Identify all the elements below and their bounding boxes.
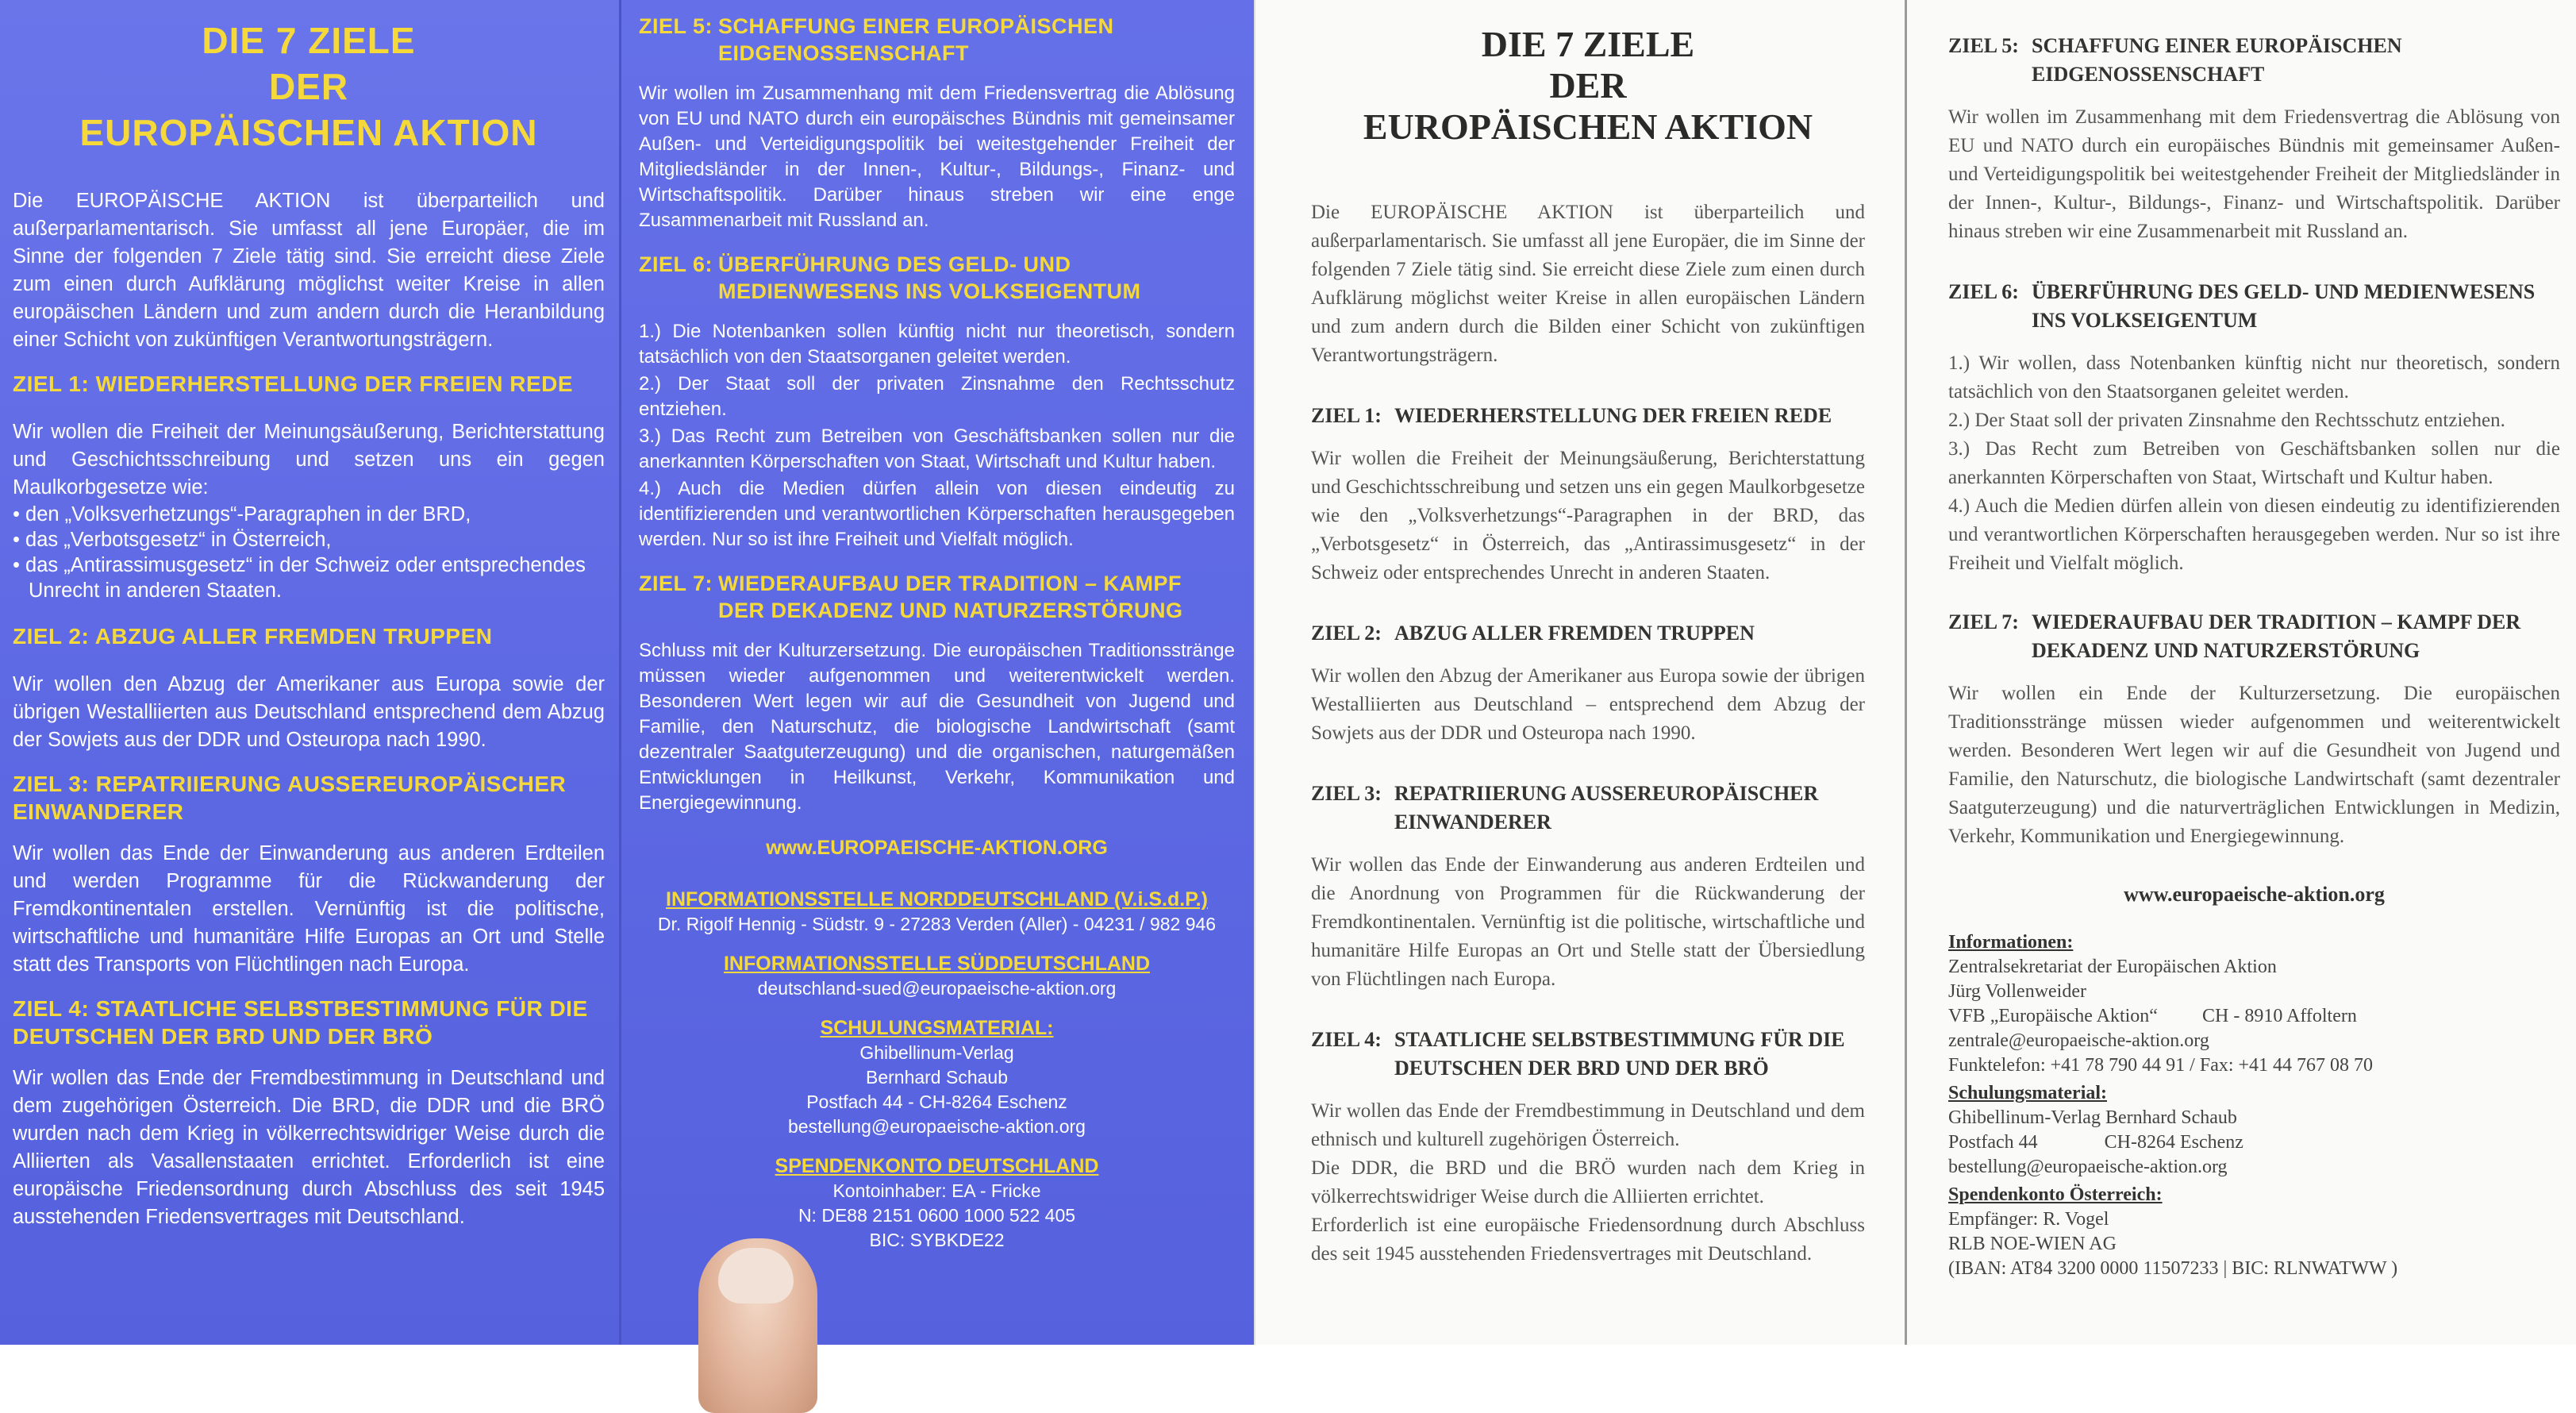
document-title-line: EUROPÄISCHEN AKTION <box>1363 106 1813 147</box>
doc-info-line: VFB „Europäische Aktion“ CH - 8910 Affoltern <box>1948 1006 2357 1026</box>
doc-ziel4-line: Erforderlich ist eine europäische Friedensordnung durch Abschluss des seit 1945 ausstehenden Friedensvertrages mit Deutschland. <box>1311 1215 1865 1265</box>
doc-ziel3-heading: ZIEL 3: REPATRIIERUNG AUSSEREUROPÄISCHER EINWANDERER <box>1311 782 1819 834</box>
list-item: 3.) Das Recht zum Betreiben von Geschäftsbanken sollen nur die anerkannten Körperschaften von Staat, Wirtschaft und Kultur haben. <box>639 425 1235 472</box>
doc-ziel7-text: Wir wollen ein Ende der Kulturzersetzung. Die europäischen Traditionsstränge müssen wieder aufgenommen und weiterentwickelt werden. Besonderen Wert legen wir auf die Gesundheit von Jugend und Familie, den Naturschutz, die biologische Landwirtschaft (samt dezentraler Saatguterzeugung) und die naturverträglichen Entwicklungen in Medizin, Verkehr, Kommunikation und Energiegewinnung. <box>1948 683 2560 847</box>
flyer-website-link[interactable]: www.EUROPAEISCHE-AKTION.ORG <box>766 837 1108 859</box>
flyer-intro: Die EUROPÄISCHE AKTION ist überparteilich und außerparlamentarisch. Sie umfasst all jene Europäer, die im Sinne der folgenden 7 Ziele tätig sind. Sie erreicht diese Ziele zum einen durch Aufklärung möglichst weiter Kreise in allen europäischen Ländern und zum andern durch die Heranbildung einer Schicht von zukünftigen Verantwortungsträgern. <box>13 190 605 351</box>
flyer-ziel5-heading: ZIEL 5: SCHAFFUNG EINER EUROPÄISCHEN EIDGENOSSENSCHAFT <box>639 14 1114 65</box>
doc-ziel4-line: Wir wollen das Ende der Fremdbestimmung in Deutschland und dem ethnisch und kulturell zugehörigen Österreich. <box>1311 1100 1865 1150</box>
list-item: • das „Antirassimusgesetz“ in der Schweiz oder entsprechendes Unrecht in anderen Staaten. <box>13 554 586 602</box>
doc-ziel4-heading: ZIEL 4: STAATLICHE SELBSTBESTIMMUNG FÜR DIE DEUTSCHEN DER BRD UND DER BRÖ <box>1311 1028 1845 1080</box>
doc-ziel3-text: Wir wollen das Ende der Einwanderung aus anderen Erdteilen und die Anordnung von Programmen für die Rückwanderung der Fremdkontinentalen. Vernünftig ist die politische, wirtschaftliche und humanitäre Hilfe Europas an Ort und Stelle statt der Übersiedlung von Flüchtlingen nach Europa. <box>1311 854 1865 990</box>
flyer-title-line: EUROPÄISCHEN AKTION <box>79 112 538 153</box>
flyer-ziel4-heading: ZIEL 4: STAATLICHE SELBSTBESTIMMUNG FÜR DIE DEUTSCHEN DER BRD UND DER BRÖ <box>13 996 588 1049</box>
flyer-ziel7-heading: ZIEL 7: WIEDERAUFBAU DER TRADITION – KAMPF DER DEKADENZ UND NATURZERSTÖRUNG <box>639 572 1183 622</box>
list-item: 3.) Das Recht zum Betreiben von Geschäftsbanken sollen nur die anerkannten Körperschaften von Staat, Wirtschaft und Kultur haben. <box>1948 438 2560 488</box>
flyer-spenden-line: BIC: SYBKDE22 <box>869 1230 1005 1250</box>
list-item: 2.) Der Staat soll der privaten Zinsnahme den Rechtsschutz entziehen. <box>1948 410 2505 431</box>
list-item: 4.) Auch die Medien dürfen allein von diesen eindeutig zu identifizierenden und verantwortlichen Körperschaften herausgegeben werden. Nur so ist ihre Freiheit und Vielfalt möglich. <box>639 478 1235 550</box>
list-item: • den „Volksverhetzungs“-Paragraphen in der BRD, <box>13 503 471 526</box>
doc-info-phone: Funktelefon: +41 78 790 44 91 / Fax: +41 44 767 08 70 <box>1948 1055 2374 1076</box>
doc-spenden-heading: Spendenkonto Österreich: <box>1948 1184 2163 1205</box>
flyer-schulung-line: Postfach 44 - CH-8264 Eschenz <box>806 1092 1067 1112</box>
flyer-ziel3-text: Wir wollen das Ende der Einwanderung aus anderen Erdteilen und werden Programme für die Rückwanderung der Fremdkontinentalen erstellen. Vernünftig ist die politische, wirtschaftliche und humanitäre Hilfe Europas an Ort und Stelle statt des Transports von Flüchtlingen nach Europa. <box>13 842 605 976</box>
doc-schulung-heading: Schulungsmaterial: <box>1948 1083 2108 1103</box>
doc-ziel2-text: Wir wollen den Abzug der Amerikaner aus Europa sowie der übrigen Westalliierten aus Deutschland – entsprechend dem Abzug der Sowjets aus der DDR und Osteuropa nach 1990. <box>1311 665 1865 744</box>
doc-ziel7-heading: ZIEL 7: WIEDERAUFBAU DER TRADITION – KAMPF DER DEKADENZ UND NATURZERSTÖRUNG <box>1948 610 2521 662</box>
flyer-right-panel <box>619 0 1254 1345</box>
doc-ziel6-list <box>1948 349 2560 578</box>
doc-ziel2-heading: ZIEL 2: ABZUG ALLER FREMDEN TRUPPEN <box>1311 622 1755 645</box>
doc-spenden-line: RLB NOE-WIEN AG <box>1948 1234 2117 1254</box>
doc-schulung-line: Ghibellinum-Verlag Bernhard Schaub <box>1948 1107 2237 1128</box>
flyer-info-sued-heading: INFORMATIONSSTELLE SÜDDEUTSCHLAND <box>723 953 1151 975</box>
flyer-ziel6-heading: ZIEL 6: ÜBERFÜHRUNG DES GELD- UND MEDIENWESENS INS VOLKSEIGENTUM <box>639 252 1141 303</box>
doc-info-line: Jürg Vollenweider <box>1948 981 2086 1002</box>
list-item: 1.) Wir wollen, dass Notenbanken künftig nicht nur theoretisch, sondern tatsächlich von den Staatsorganen geleitet werden. <box>1948 352 2560 402</box>
doc-ziel6-heading: ZIEL 6: ÜBERFÜHRUNG DES GELD- UND MEDIENWESENS INS VOLKSEIGENTUM <box>1948 280 2536 332</box>
flyer-info-sued-email[interactable]: deutschland-sued@europaeische-aktion.org <box>757 978 1117 999</box>
flyer-ziel4-text: Wir wollen das Ende der Fremdbestimmung in Deutschland und dem zugehörigen Österreich. Die BRD, die DDR und die BRÖ wurden nach dem Krieg in völkerrechtswidriger Weise durch die Alliierten als Vasallenstaaten errichtet. Erforderlich ist eine europäische Friedensordnung durch Abschluss des seit 1945 ausstehenden Friedensvertrages mit Deutschland. <box>13 1067 605 1228</box>
document-left-column <box>1254 0 1905 1345</box>
doc-info-email[interactable]: zentrale@europaeische-aktion.org <box>1948 1030 2209 1051</box>
flyer-info-nord: Dr. Rigolf Hennig - Südstr. 9 - 27283 Verden (Aller) - 04231 / 982 946 <box>657 914 1217 934</box>
flyer-schulung-line: Bernhard Schaub <box>865 1067 1008 1088</box>
flyer-spenden-line: Kontoinhaber: EA - Fricke <box>832 1180 1041 1201</box>
flyer-ziel7-text: Schluss mit der Kulturzersetzung. Die europäischen Traditionsstränge müssen wieder aufgenommen und weiterentwickelt werden. Besonderen Wert legen wir auf die Gesundheit von Jugend und Familie, den Naturschutz, die biologische Landwirtschaft (samt dezentraler Saatguterzeugung) und die organischen, naturgemäßen Entwicklungen in Heilkunst, Verkehr, Kommunikation und Energiegewinnung. <box>639 640 1235 814</box>
flyer-ziel1-text: Wir wollen die Freiheit der Meinungsäußerung, Berichterstattung und Geschichtsschreibung und setzen uns ein gegen Maulkorbgesetze wie: <box>13 421 605 499</box>
document-title-line: DIE 7 ZIELE <box>1481 24 1695 64</box>
doc-spenden-line: Empfänger: R. Vogel <box>1948 1209 2109 1230</box>
list-item: • das „Verbotsgesetz“ in Österreich, <box>13 529 332 551</box>
doc-info-heading: Informationen: <box>1948 932 2074 953</box>
document-title-line: DER <box>1549 65 1627 106</box>
doc-website-link[interactable]: www.europaeische-aktion.org <box>2124 883 2385 906</box>
flyer-spenden-line: N: DE88 2151 0600 1000 522 405 <box>798 1205 1076 1226</box>
flyer-left-panel <box>0 0 619 1345</box>
thumbnail-image <box>718 1248 794 1303</box>
flyer-ziel6-list <box>639 319 1235 552</box>
list-item: 2.) Der Staat soll der privaten Zinsnahme den Rechtsschutz entziehen. <box>639 373 1235 420</box>
document-intro: Die EUROPÄISCHE AKTION ist überparteilich und außerparlamentarisch. Sie umfasst all jene Europäer, die im Sinne der folgenden 7 Ziele tätig sind. Sie erreicht diese Ziele zum einen durch Aufklärung möglichst weiter Kreise in allen europäischen Ländern und zum andern durch die Bilden einer Schicht von zukünftigen Verantwortungsträgern. <box>1311 202 1865 366</box>
document-right-column <box>1905 0 2576 1345</box>
flyer-ziel3-heading: ZIEL 3: REPATRIIERUNG AUSSEREUROPÄISCHER EINWANDERER <box>13 772 567 824</box>
flyer-ziel1-list <box>13 502 605 603</box>
doc-schulung-email[interactable]: bestellung@europaeische-aktion.org <box>1948 1157 2228 1177</box>
flyer-ziel1-heading: ZIEL 1: WIEDERHERSTELLUNG DER FREIEN REDE <box>13 372 574 396</box>
document-title <box>1311 24 1865 148</box>
doc-schulung-line: Postfach 44 CH-8264 Eschenz <box>1948 1132 2243 1153</box>
list-item: 1.) Die Notenbanken sollen künftig nicht nur theoretisch, sondern tatsächlich von den Staatsorganen geleitet werden. <box>639 321 1235 368</box>
flyer-schulung-heading: SCHULUNGSMATERIAL: <box>820 1017 1054 1039</box>
doc-info-line: Zentralsekretariat der Europäischen Aktion <box>1948 957 2277 977</box>
doc-ziel5-text: Wir wollen im Zusammenhang mit dem Friedensvertrag die Ablösung von EU und NATO durch ein europäisches Bündnis mit gemeinsamer Außen- und Verteidigungspolitik bei weitestgehender Freiheit der Mitgliedsländer in der Innen-, Kultur-, Bildungs-, Finanz- und Wirtschaftspolitik. Darüber hinaus streben wir eine Zusammenarbeit mit Russland an. <box>1948 106 2560 242</box>
flyer-ziel2-heading: ZIEL 2: ABZUG ALLER FREMDEN TRUPPEN <box>13 624 493 649</box>
doc-ziel4-line: Die DDR, die BRD und die BRÖ wurden nach dem Krieg in völkerrechtswidriger Weise durch die Alliierten errichtet. <box>1311 1157 1865 1207</box>
flyer-ziel2-text: Wir wollen den Abzug der Amerikaner aus Europa sowie der übrigen Westalliierten aus Deutschland entsprechend dem Abzug der Sowjets aus der DDR und Osteuropa nach 1990. <box>13 673 605 751</box>
flyer-info-nord-heading: INFORMATIONSSTELLE NORDDEUTSCHLAND (V.i.S.d.P.) <box>666 888 1208 911</box>
flyer-title-line: DIE 7 ZIELE <box>202 20 416 61</box>
flyer-spenden-heading: SPENDENKONTO DEUTSCHLAND <box>775 1155 1099 1177</box>
list-item: 4.) Auch die Medien dürfen allein von diesen eindeutig zu identifizierenden und verantwortlichen Körperschaften herausgegeben werden. Nur so ist ihre Freiheit und Vielfalt möglich. <box>1948 495 2560 574</box>
flyer-title <box>13 17 605 156</box>
doc-ziel1-text: Wir wollen die Freiheit der Meinungsäußerung, Berichterstattung und Geschichtsschreibung und setzen uns ein gegen Maulkorbgesetze wie den „Volksverhetzungs“-Paragraphen in der BRD, das „Verbotsgesetz“ in Österreich, das „Antirassimusgesetz“ in der Schweiz oder entsprechendes Unrecht in anderen Staaten. <box>1311 448 1865 583</box>
flyer-title-line: DER <box>268 66 349 107</box>
doc-spenden-line: (IBAN: AT84 3200 0000 11507233 | BIC: RLNWATWW ) <box>1948 1258 2398 1279</box>
doc-ziel5-heading: ZIEL 5: SCHAFFUNG EINER EUROPÄISCHEN EIDGENOSSENSCHAFT <box>1948 34 2402 86</box>
doc-ziel1-heading: ZIEL 1: WIEDERHERSTELLUNG DER FREIEN REDE <box>1311 404 1832 427</box>
flyer-schulung-email[interactable]: bestellung@europaeische-aktion.org <box>788 1116 1086 1137</box>
flyer-ziel5-text: Wir wollen im Zusammenhang mit dem Friedensvertrag die Ablösung von EU und NATO durch ein europäisches Bündnis mit gemeinsamer Außen- und Verteidigungspolitik bei weitestgehender Freiheit der Mitgliedsländer in der Innen-, Kultur-, Bildungs-, Finanz- und Wirtschaftspolitik. Darüber hinaus streben wir eine enge Zusammenarbeit mit Russland an. <box>639 83 1235 231</box>
flyer-schulung-line: Ghibellinum-Verlag <box>859 1042 1014 1063</box>
